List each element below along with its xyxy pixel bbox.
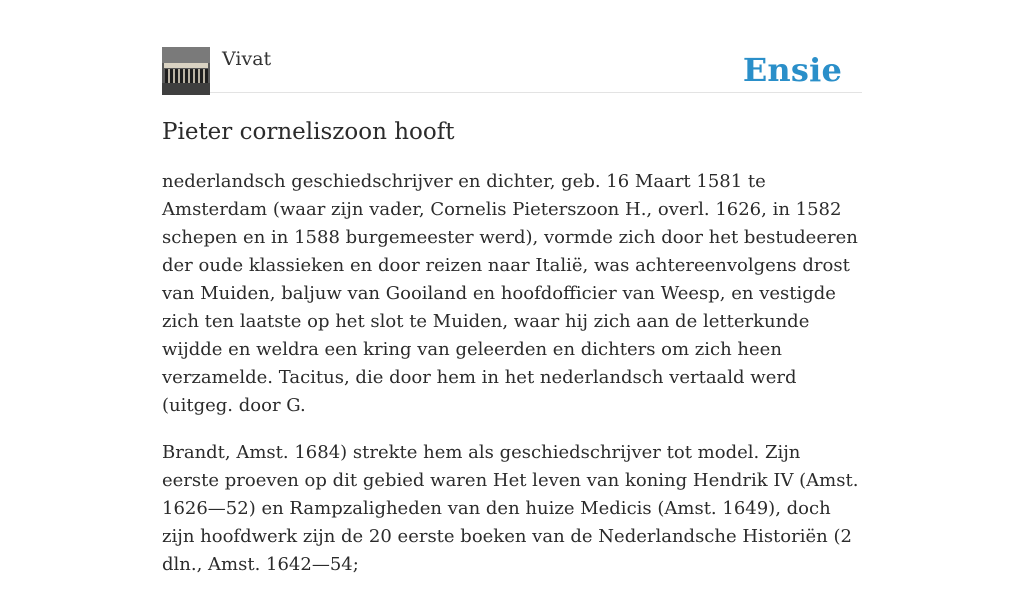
article-paragraph: Brandt, Amst. 1684) strekte hem als geschiedschrijver tot model. Zijn eerste proeven op dit gebied waren Het leven van koning Hendrik IV (Amst. 1626—52) en Rampzaligheden van den huize Medicis (Amst. 1649), doch zijn hoofdwerk zijn de 20 eerste boeken van de Nederlandsche Historiën (2 dln., Amst. 1642—54; bbox=[162, 442, 859, 575]
author-avatar[interactable] bbox=[162, 47, 210, 95]
site-logo[interactable]: Ensie bbox=[742, 51, 842, 89]
article-body bbox=[162, 168, 862, 598]
typewriter-keys-icon bbox=[162, 47, 210, 95]
article-paragraph: nederlandsch geschiedschrijver en dichter, geb. 16 Maart 1581 te Amsterdam (waar zijn vader, Cornelis Pieterszoon H., overl. 1626, in 1582 schepen en in 1588 burgemeester werd), vormde zich door het bestudeeren der oude klassieken en door reizen naar Italië, was achtereenvolgens drost van Muiden, baljuw van Gooiland en hoofdofficier van Weesp, en vestigde zich ten laatste op het slot te Muiden, waar hij zich aan de letterkunde wijdde en weldra een kring van geleerden en dichters om zich heen verzamelde. Tacitus, die door hem in het nederlandsch vertaald werd (uitgeg. door G. bbox=[162, 171, 858, 416]
page-container bbox=[162, 0, 862, 575]
author-name[interactable]: Vivat bbox=[222, 48, 272, 70]
page-header bbox=[162, 0, 862, 93]
article-title: Pieter corneliszoon hooft bbox=[162, 119, 455, 145]
